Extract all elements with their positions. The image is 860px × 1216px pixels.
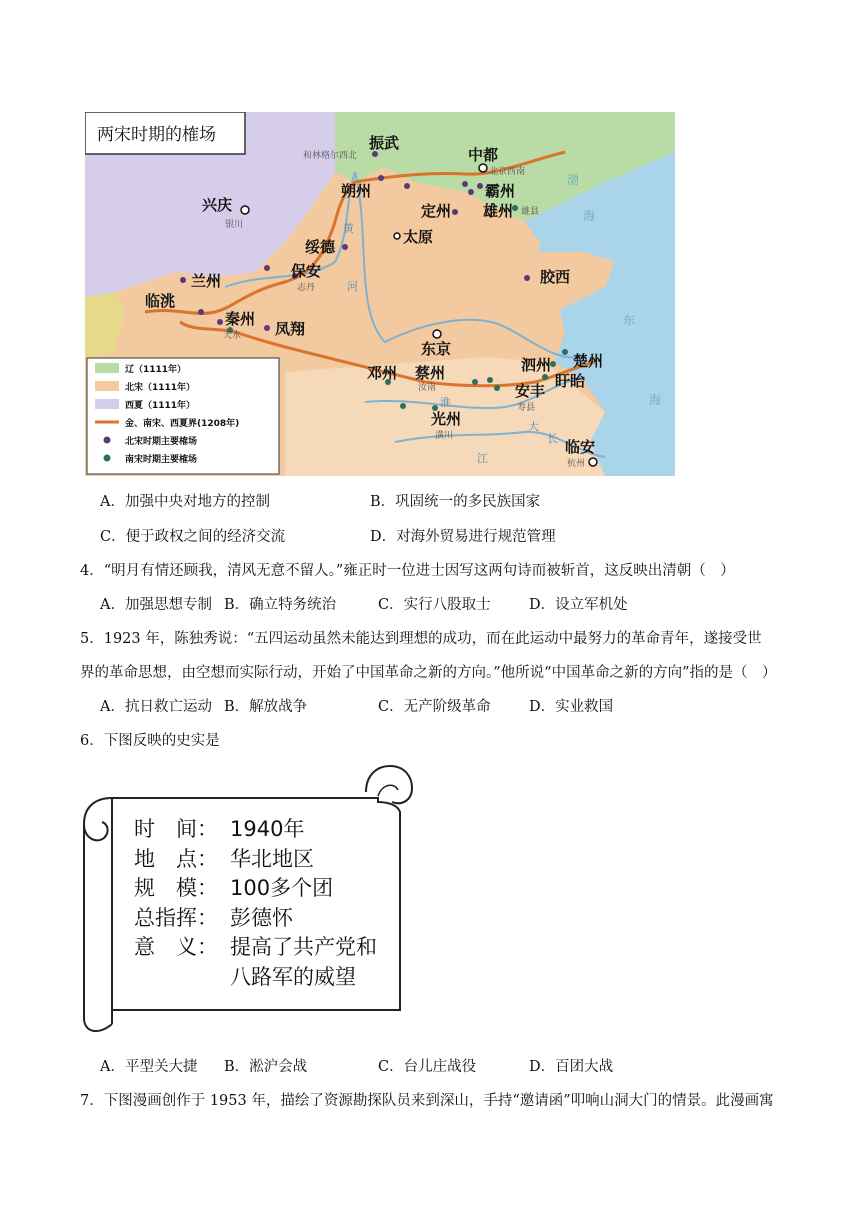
river-label: 江	[477, 452, 488, 465]
q5-option-b: B．解放战争	[224, 699, 308, 715]
place-label: 兴庆	[202, 196, 233, 214]
place-label: 振武	[369, 134, 400, 152]
sea-label: 渤	[567, 173, 580, 187]
river-label: 长	[547, 432, 558, 445]
q5-option-a: A．抗日救亡运动	[100, 699, 212, 715]
scroll-time-value: 1940年	[230, 817, 305, 841]
q6-option-b: B．淞沪会战	[224, 1059, 308, 1075]
scroll-commander-value: 彭德怀	[230, 906, 293, 930]
scroll-scale-label: 规 模：	[134, 876, 218, 900]
place-note: 和林格尔西北	[303, 151, 358, 161]
place-label: 临安	[565, 438, 596, 456]
place-label: 盱眙	[555, 372, 586, 390]
place-label: 楚州	[573, 352, 604, 370]
legend-label: 金、南宋、西夏界(1208年)	[125, 419, 240, 429]
legend-label: 辽（1111年）	[125, 365, 187, 375]
legend-label: 北宋时期主要榷场	[125, 437, 198, 447]
place-note: 汝南	[418, 383, 437, 393]
scroll-illustration	[78, 762, 422, 1052]
q6-option-c: C．台儿庄战役	[378, 1059, 477, 1075]
q4-option-a: A．加强思想专制	[100, 597, 212, 613]
q3-option-a: A．加强中央对地方的控制	[100, 494, 270, 510]
place-label: 蔡州	[415, 364, 446, 382]
place-label: 邓州	[367, 364, 398, 382]
river-label: 大	[528, 420, 539, 433]
place-label: 雄州	[483, 202, 514, 220]
sea-label: 海	[583, 209, 596, 223]
place-note: 潢川	[435, 431, 454, 441]
place-note: 银川	[225, 220, 244, 230]
legend-swatch	[95, 381, 119, 391]
place-note: 天水	[223, 331, 242, 341]
q3-option-b: B．巩固统一的多民族国家	[370, 494, 541, 510]
legend-label: 北宋（1111年）	[125, 383, 196, 393]
q4-stem: 4．“明月有情还顾我，清风无意不留人。”雍正时一位进士因写这两句诗而被斩首，这反映出清朝（ ）	[80, 563, 735, 579]
sea-label: 海	[649, 393, 662, 407]
place-label: 兰州	[191, 272, 222, 290]
legend-label: 西夏（1111年）	[125, 401, 196, 411]
river-label: 淮	[440, 396, 451, 409]
q4-option-c: C．实行八股取士	[378, 597, 491, 613]
legend-swatch	[95, 399, 119, 409]
legend-swatch	[104, 455, 111, 462]
river-label: 黄	[343, 222, 354, 235]
place-label: 胶西	[540, 268, 571, 286]
song-trade-markets-map	[85, 112, 675, 476]
place-label: 霸州	[485, 182, 516, 200]
legend-swatch	[95, 363, 119, 373]
river-label: 河	[347, 280, 358, 293]
place-label: 保安	[291, 262, 322, 280]
place-label: 定州	[421, 202, 452, 220]
scroll-scale-value: 100多个团	[230, 876, 334, 900]
legend-swatch	[104, 437, 111, 444]
place-label: 太原	[403, 228, 434, 246]
place-label: 绥德	[305, 238, 336, 256]
scroll-time-label: 时 间：	[134, 817, 218, 841]
scroll-place-label: 地 点：	[134, 847, 218, 871]
q5-option-d: D．实业救国	[529, 699, 614, 715]
scroll-significance-value-2: 八路军的威望	[230, 965, 356, 989]
q6-option-d: D．百团大战	[529, 1059, 614, 1075]
place-note: 雄县	[521, 207, 540, 217]
q3-option-c: C．便于政权之间的经济交流	[100, 529, 286, 545]
scroll-significance-label: 意 义：	[134, 935, 218, 959]
place-label: 临洮	[145, 292, 176, 310]
q6-stem: 6．下图反映的史实是	[80, 733, 220, 749]
q6-option-a: A．平型关大捷	[100, 1059, 198, 1075]
place-label: 东京	[421, 340, 452, 358]
q3-option-d: D．对海外贸易进行规范管理	[370, 529, 556, 545]
q4-option-b: B．确立特务统治	[224, 597, 337, 613]
q7-stem: 7．下图漫画创作于 1953 年，描绘了资源勘探队员来到深山，手持“邀请函”叩响山洞大门的情景。此漫画寓	[80, 1093, 774, 1109]
q5-stem-line-2: 界的革命思想，由空想而实际行动，开始了中国革命之新的方向。”他所说“中国革命之新的方向”指的是（ ）	[80, 665, 777, 681]
place-note: 北京西南	[489, 167, 526, 177]
place-label: 安丰	[515, 382, 546, 400]
place-note: 杭州	[567, 459, 586, 469]
place-note: 寿县	[517, 403, 536, 413]
scroll-place-value: 华北地区	[230, 847, 314, 871]
place-note: 志丹	[297, 283, 316, 293]
q4-option-d: D．设立军机处	[529, 597, 628, 613]
q5-option-c: C．无产阶级革命	[378, 699, 491, 715]
scroll-commander-label: 总指挥：	[134, 906, 218, 930]
place-label: 泗州	[521, 356, 552, 374]
map-title: 两宋时期的榷场	[97, 125, 216, 145]
place-label: 凤翔	[275, 320, 306, 338]
place-label: 秦州	[225, 310, 256, 328]
place-label: 朔州	[341, 182, 372, 200]
sea-label: 东	[623, 313, 636, 327]
place-label: 光州	[431, 410, 462, 428]
q5-stem-line-1: 5．1923 年，陈独秀说：“五四运动虽然未能达到理想的成功，而在此运动中最努力的革命青年，遂接受世	[80, 631, 762, 647]
legend-label: 南宋时期主要榷场	[125, 455, 198, 465]
place-label: 中都	[468, 146, 499, 164]
scroll-significance-value: 提高了共产党和	[230, 935, 377, 959]
